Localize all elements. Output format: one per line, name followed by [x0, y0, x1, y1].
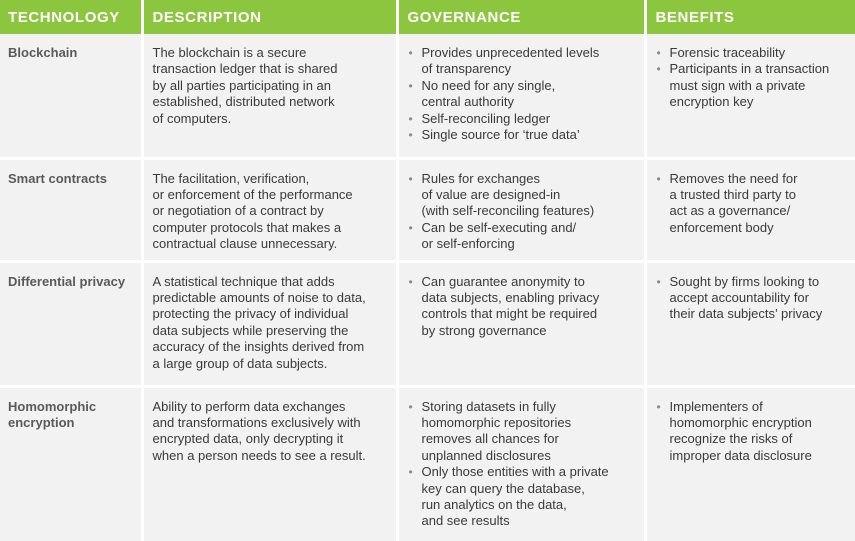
governance-list: [408, 399, 636, 530]
table-row: [0, 158, 855, 261]
benefits-cell: [645, 158, 855, 261]
governance-cell: [397, 158, 645, 261]
benefits-list: [656, 171, 848, 237]
benefits-cell: [645, 386, 855, 541]
technology-cell: [0, 261, 142, 386]
benefits-item: • Forensic traceability: [656, 45, 848, 61]
benefits-item: • Removes the need for a trusted third party to act as a governance/ enforcement body: [656, 171, 848, 237]
technology-name: Smart contracts: [8, 170, 107, 186]
governance-list: [408, 274, 636, 340]
governance-cell: [397, 386, 645, 541]
description-cell: [142, 386, 397, 541]
governance-list: [408, 171, 636, 253]
benefits-cell: [645, 34, 855, 158]
governance-item: • Storing datasets in fully homomorphic repositories removes all chances for unplanned disclosures: [408, 399, 636, 465]
benefits-list: [656, 399, 848, 465]
header-row: [0, 0, 855, 34]
governance-item: • Can be self-executing and/ or self-enforcing: [408, 220, 636, 253]
description-cell: [142, 34, 397, 158]
governance-cell: [397, 34, 645, 158]
governance-item: • Only those entities with a private key can query the database, run analytics on the data, and see results: [408, 464, 636, 530]
governance-item: • Self-reconciling ledger: [408, 111, 636, 127]
technology-name: Homomorphic encryption: [8, 398, 97, 430]
description-cell: [142, 261, 397, 386]
technology-cell: [0, 34, 142, 158]
governance-item: • Can guarantee anonymity to data subjects, enabling privacy controls that might be required by strong governance: [408, 274, 636, 340]
table-row: [0, 34, 855, 158]
header-governance: GOVERNANCE: [397, 0, 645, 34]
governance-item: • Rules for exchanges of value are designed-in (with self-reconciling features): [408, 171, 636, 220]
description-cell: [142, 158, 397, 261]
technology-cell: [0, 386, 142, 541]
description-text: Ability to perform data exchanges and transformations exclusively with encrypted data, only decrypting it when a person needs to see a result.: [152, 398, 366, 463]
table-body: [0, 34, 855, 541]
description-text: The facilitation, verification, or enforcement of the performance or negotiation of a contract by computer protocols that makes a contractual clause unnecessary.: [152, 170, 353, 252]
header-description: DESCRIPTION: [142, 0, 397, 34]
description-text: A statistical technique that adds predictable amounts of noise to data, protecting the privacy of individual data subjects while preserving the accuracy of the insights derived from a large group of data subjects.: [152, 273, 366, 371]
governance-item: • No need for any single, central authority: [408, 78, 636, 111]
benefits-list: [656, 45, 848, 111]
header-technology: TECHNOLOGY: [0, 0, 142, 34]
technology-cell: [0, 158, 142, 261]
description-text: The blockchain is a secure transaction ledger that is shared by all parties participating in an established, distributed network of computers.: [152, 45, 338, 126]
header-benefits: BENEFITS: [645, 0, 855, 34]
governance-item: • Single source for ‘true data’: [408, 127, 636, 143]
benefits-item: • Implementers of homomorphic encryption recognize the risks of improper data disclosure: [656, 399, 848, 465]
governance-item: • Provides unprecedented levels of transparency: [408, 45, 636, 78]
benefits-item: • Sought by firms looking to accept accountability for their data subjects’ privacy: [656, 274, 848, 323]
governance-cell: [397, 261, 645, 386]
technology-name: Differential privacy: [8, 273, 126, 289]
table-row: [0, 261, 855, 386]
governance-list: [408, 45, 636, 143]
benefits-cell: [645, 261, 855, 386]
benefits-list: [656, 274, 848, 323]
table-row: [0, 386, 855, 541]
benefits-item: • Participants in a transaction must sign with a private encryption key: [656, 61, 848, 110]
technology-name: Blockchain: [8, 45, 78, 60]
table-header: [0, 0, 855, 34]
